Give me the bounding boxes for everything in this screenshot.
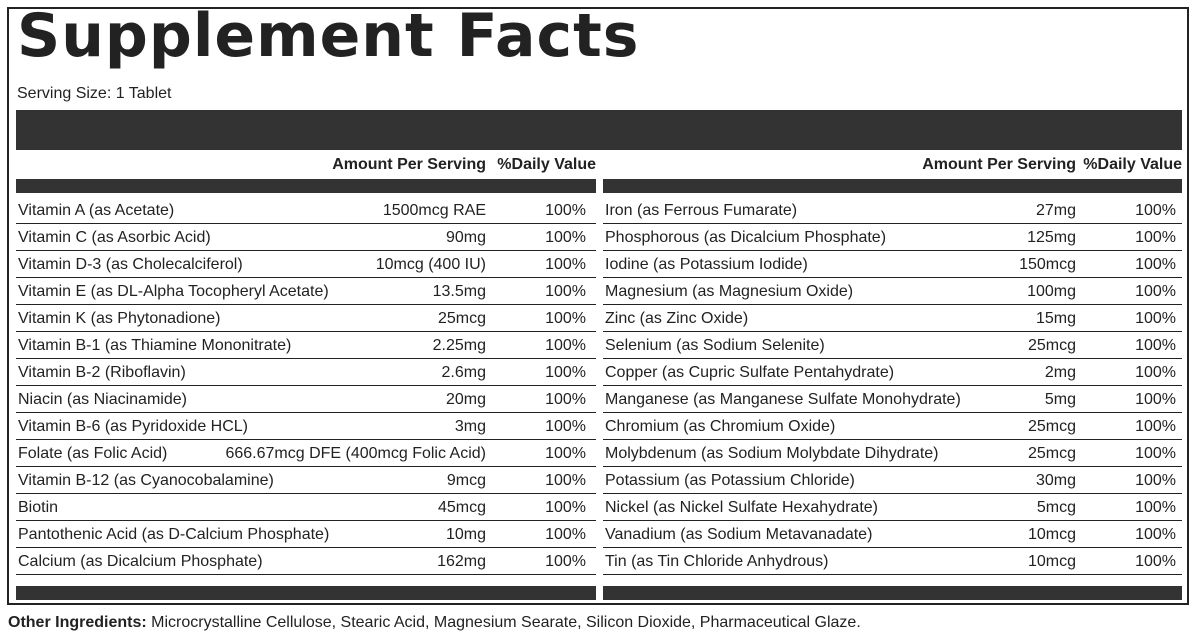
nutrient-daily-value: 100% xyxy=(1135,391,1176,408)
nutrient-daily-value: 100% xyxy=(1135,526,1176,543)
nutrient-row xyxy=(603,494,1182,521)
nutrient-daily-value: 100% xyxy=(545,391,586,408)
nutrient-row xyxy=(16,251,596,278)
nutrient-daily-value: 100% xyxy=(545,256,586,273)
nutrient-amount: 3mg xyxy=(454,418,486,435)
serving-size: Serving Size: 1 Tablet xyxy=(17,85,172,102)
nutrient-amount: 150mcg xyxy=(1019,256,1076,273)
nutrient-row xyxy=(16,494,596,521)
nutrient-row xyxy=(16,224,596,251)
nutrient-row xyxy=(603,413,1182,440)
nutrient-daily-value: 100% xyxy=(1135,202,1176,219)
bottom-divider-bar xyxy=(603,586,1182,600)
nutrient-row xyxy=(603,224,1182,251)
top-divider-bar xyxy=(16,110,1182,150)
daily-value-header: %Daily Value xyxy=(1083,156,1182,173)
nutrient-amount: 666.67mcg DFE (400mcg Folic Acid) xyxy=(225,445,486,462)
other-ingredients xyxy=(8,614,861,632)
nutrient-name: Nickel (as Nickel Sulfate Hexahydrate) xyxy=(605,499,878,516)
nutrient-amount: 10mcg xyxy=(1027,526,1076,543)
nutrient-amount: 25mcg xyxy=(437,310,486,327)
nutrient-row xyxy=(16,521,596,548)
nutrient-amount: 10mcg xyxy=(1027,553,1076,570)
nutrient-amount: 5mcg xyxy=(1036,499,1076,516)
nutrient-amount: 20mg xyxy=(445,391,486,408)
nutrient-row xyxy=(603,548,1182,575)
nutrient-daily-value: 100% xyxy=(545,310,586,327)
nutrient-name: Copper (as Cupric Sulfate Pentahydrate) xyxy=(605,364,895,381)
nutrient-name: Manganese (as Manganese Sulfate Monohydrate) xyxy=(605,391,961,408)
nutrient-amount: 10mg xyxy=(445,526,486,543)
right-nutrient-column xyxy=(603,150,1182,599)
nutrient-name: Chromium (as Chromium Oxide) xyxy=(605,418,836,435)
nutrient-row xyxy=(603,440,1182,467)
nutrient-name: Tin (as Tin Chloride Anhydrous) xyxy=(605,553,829,570)
nutrient-name: Vitamin D-3 (as Cholecalciferol) xyxy=(18,256,243,273)
page-title: Supplement Facts xyxy=(17,1,640,71)
header-divider-bar xyxy=(16,179,596,193)
nutrient-daily-value: 100% xyxy=(545,499,586,516)
nutrient-amount: 27mg xyxy=(1035,202,1076,219)
nutrient-name: Vitamin C (as Asorbic Acid) xyxy=(18,229,211,246)
column-header xyxy=(908,156,1182,176)
nutrient-daily-value: 100% xyxy=(545,283,586,300)
left-nutrient-column xyxy=(16,150,596,599)
nutrient-row xyxy=(16,548,596,575)
nutrient-name: Vitamin E (as DL-Alpha Tocopheryl Acetate) xyxy=(18,283,329,300)
nutrient-row xyxy=(16,305,596,332)
nutrient-name: Selenium (as Sodium Selenite) xyxy=(605,337,825,354)
nutrient-amount: 9mcg xyxy=(446,472,486,489)
nutrient-amount: 2.25mg xyxy=(432,337,486,354)
nutrient-name: Zinc (as Zinc Oxide) xyxy=(605,310,749,327)
amount-header: Amount Per Serving xyxy=(922,156,1076,173)
nutrient-row xyxy=(603,251,1182,278)
nutrient-name: Niacin (as Niacinamide) xyxy=(18,391,187,408)
nutrient-daily-value: 100% xyxy=(545,337,586,354)
nutrient-daily-value: 100% xyxy=(1135,553,1176,570)
nutrient-amount: 2mg xyxy=(1044,364,1076,381)
nutrient-daily-value: 100% xyxy=(1135,499,1176,516)
nutrient-rows xyxy=(603,197,1182,575)
nutrient-row xyxy=(16,359,596,386)
nutrient-daily-value: 100% xyxy=(545,229,586,246)
nutrient-row xyxy=(603,386,1182,413)
nutrient-name: Molybdenum (as Sodium Molybdate Dihydrate) xyxy=(605,445,939,462)
nutrient-amount: 2.6mg xyxy=(441,364,486,381)
nutrient-row xyxy=(603,332,1182,359)
nutrient-amount: 100mg xyxy=(1027,283,1076,300)
nutrient-amount: 90mg xyxy=(445,229,486,246)
nutrient-amount: 10mcg (400 IU) xyxy=(375,256,486,273)
other-ingredients-text: Microcrystalline Cellulose, Stearic Acid, Magnesium Searate, Silicon Dioxide, Pharmaceutical Glaze. xyxy=(146,614,861,631)
nutrient-row xyxy=(16,332,596,359)
nutrient-daily-value: 100% xyxy=(1135,229,1176,246)
nutrient-row xyxy=(603,359,1182,386)
header-divider-bar xyxy=(603,179,1182,193)
nutrient-name: Folate (as Folic Acid) xyxy=(18,445,168,462)
nutrient-daily-value: 100% xyxy=(1135,418,1176,435)
supplement-facts-panel xyxy=(7,1,1189,605)
nutrient-row xyxy=(16,197,596,224)
nutrient-name: Iron (as Ferrous Fumarate) xyxy=(605,202,798,219)
nutrient-daily-value: 100% xyxy=(1135,337,1176,354)
nutrient-daily-value: 100% xyxy=(545,526,586,543)
nutrient-daily-value: 100% xyxy=(545,472,586,489)
bottom-divider-bar xyxy=(16,586,596,600)
nutrient-amount: 45mcg xyxy=(437,499,486,516)
nutrient-daily-value: 100% xyxy=(1135,310,1176,327)
nutrient-row xyxy=(16,467,596,494)
nutrient-daily-value: 100% xyxy=(545,445,586,462)
column-header xyxy=(318,156,596,176)
amount-header: Amount Per Serving xyxy=(332,156,486,173)
nutrient-daily-value: 100% xyxy=(545,553,586,570)
daily-value-header: %Daily Value xyxy=(497,156,596,173)
nutrient-name: Biotin xyxy=(18,499,59,516)
nutrient-name: Iodine (as Potassium Iodide) xyxy=(605,256,808,273)
nutrient-daily-value: 100% xyxy=(545,364,586,381)
nutrient-name: Phosphorous (as Dicalcium Phosphate) xyxy=(605,229,887,246)
nutrient-name: Magnesium (as Magnesium Oxide) xyxy=(605,283,854,300)
nutrient-name: Potassium (as Potassium Chloride) xyxy=(605,472,855,489)
nutrient-name: Vitamin B-1 (as Thiamine Mononitrate) xyxy=(18,337,292,354)
nutrient-amount: 25mcg xyxy=(1027,418,1076,435)
nutrient-name: Vanadium (as Sodium Metavanadate) xyxy=(605,526,873,543)
nutrient-name: Vitamin B-2 (Riboflavin) xyxy=(18,364,186,381)
nutrient-amount: 162mg xyxy=(437,553,486,570)
nutrient-daily-value: 100% xyxy=(1135,256,1176,273)
nutrient-row xyxy=(16,413,596,440)
nutrient-row xyxy=(603,197,1182,224)
nutrient-rows xyxy=(16,197,596,575)
nutrient-amount: 30mg xyxy=(1035,472,1076,489)
other-ingredients-label: Other Ingredients: xyxy=(8,614,147,631)
nutrient-row xyxy=(16,278,596,305)
nutrient-daily-value: 100% xyxy=(1135,364,1176,381)
nutrient-row xyxy=(16,440,596,467)
nutrient-name: Vitamin K (as Phytonadione) xyxy=(18,310,221,327)
nutrient-row xyxy=(16,386,596,413)
nutrient-name: Vitamin B-12 (as Cyanocobalamine) xyxy=(18,472,274,489)
nutrient-name: Vitamin A (as Acetate) xyxy=(18,202,175,219)
nutrient-row xyxy=(603,467,1182,494)
nutrient-daily-value: 100% xyxy=(545,418,586,435)
nutrient-amount: 1500mcg RAE xyxy=(382,202,486,219)
nutrient-daily-value: 100% xyxy=(545,202,586,219)
nutrient-daily-value: 100% xyxy=(1135,472,1176,489)
nutrient-daily-value: 100% xyxy=(1135,283,1176,300)
nutrient-amount: 125mg xyxy=(1027,229,1076,246)
nutrient-daily-value: 100% xyxy=(1135,445,1176,462)
nutrient-row xyxy=(603,305,1182,332)
nutrient-row xyxy=(603,521,1182,548)
nutrient-amount: 25mcg xyxy=(1027,445,1076,462)
nutrient-amount: 25mcg xyxy=(1027,337,1076,354)
nutrient-row xyxy=(603,278,1182,305)
nutrient-amount: 13.5mg xyxy=(432,283,486,300)
nutrient-amount: 15mg xyxy=(1035,310,1076,327)
nutrient-name: Calcium (as Dicalcium Phosphate) xyxy=(18,553,263,570)
nutrient-name: Vitamin B-6 (as Pyridoxide HCL) xyxy=(18,418,249,435)
nutrient-name: Pantothenic Acid (as D-Calcium Phosphate) xyxy=(18,526,330,543)
nutrient-amount: 5mg xyxy=(1044,391,1076,408)
